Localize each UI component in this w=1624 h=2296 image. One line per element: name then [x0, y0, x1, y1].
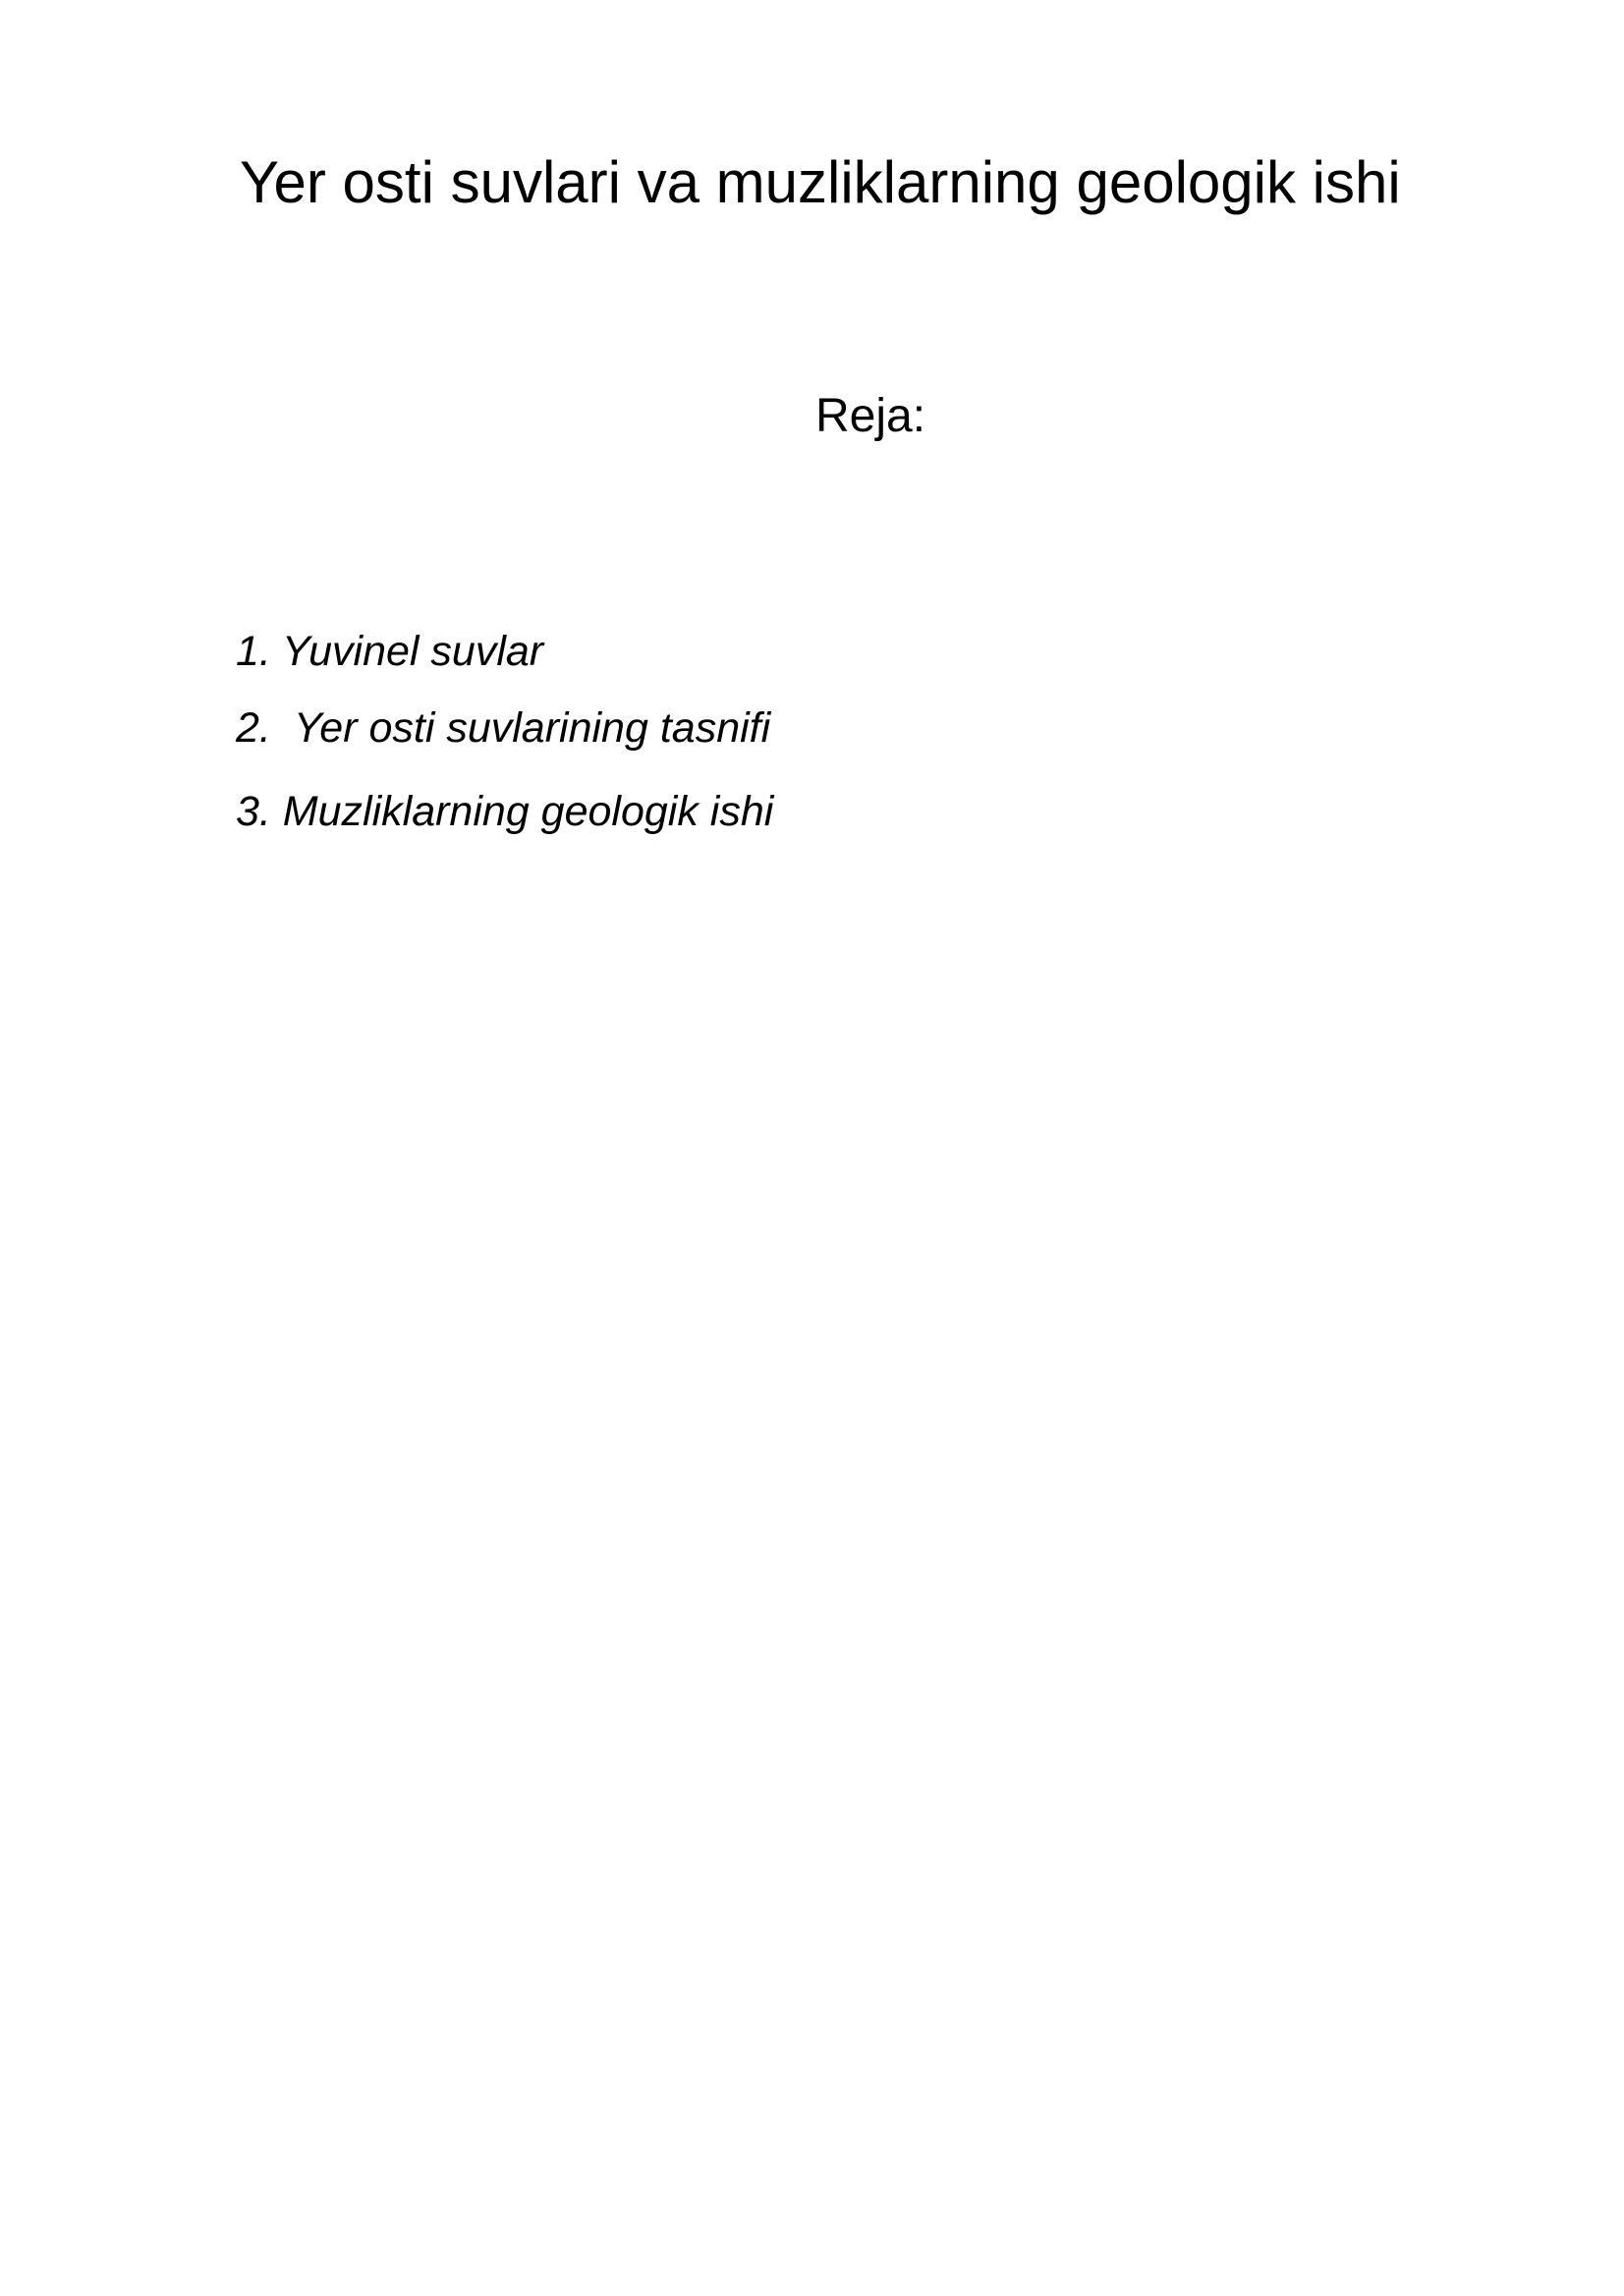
plan-item: 2. Yer osti suvlarining tasnifi — [236, 704, 771, 752]
document-title: Yer osti suvlari va muzliklarning geologik ishi — [240, 149, 1401, 215]
plan-heading: Reja: — [815, 390, 926, 442]
plan-item: 1. Yuvinel suvlar — [236, 628, 544, 675]
plan-item: 3. Muzliklarning geologik ishi — [236, 788, 774, 835]
